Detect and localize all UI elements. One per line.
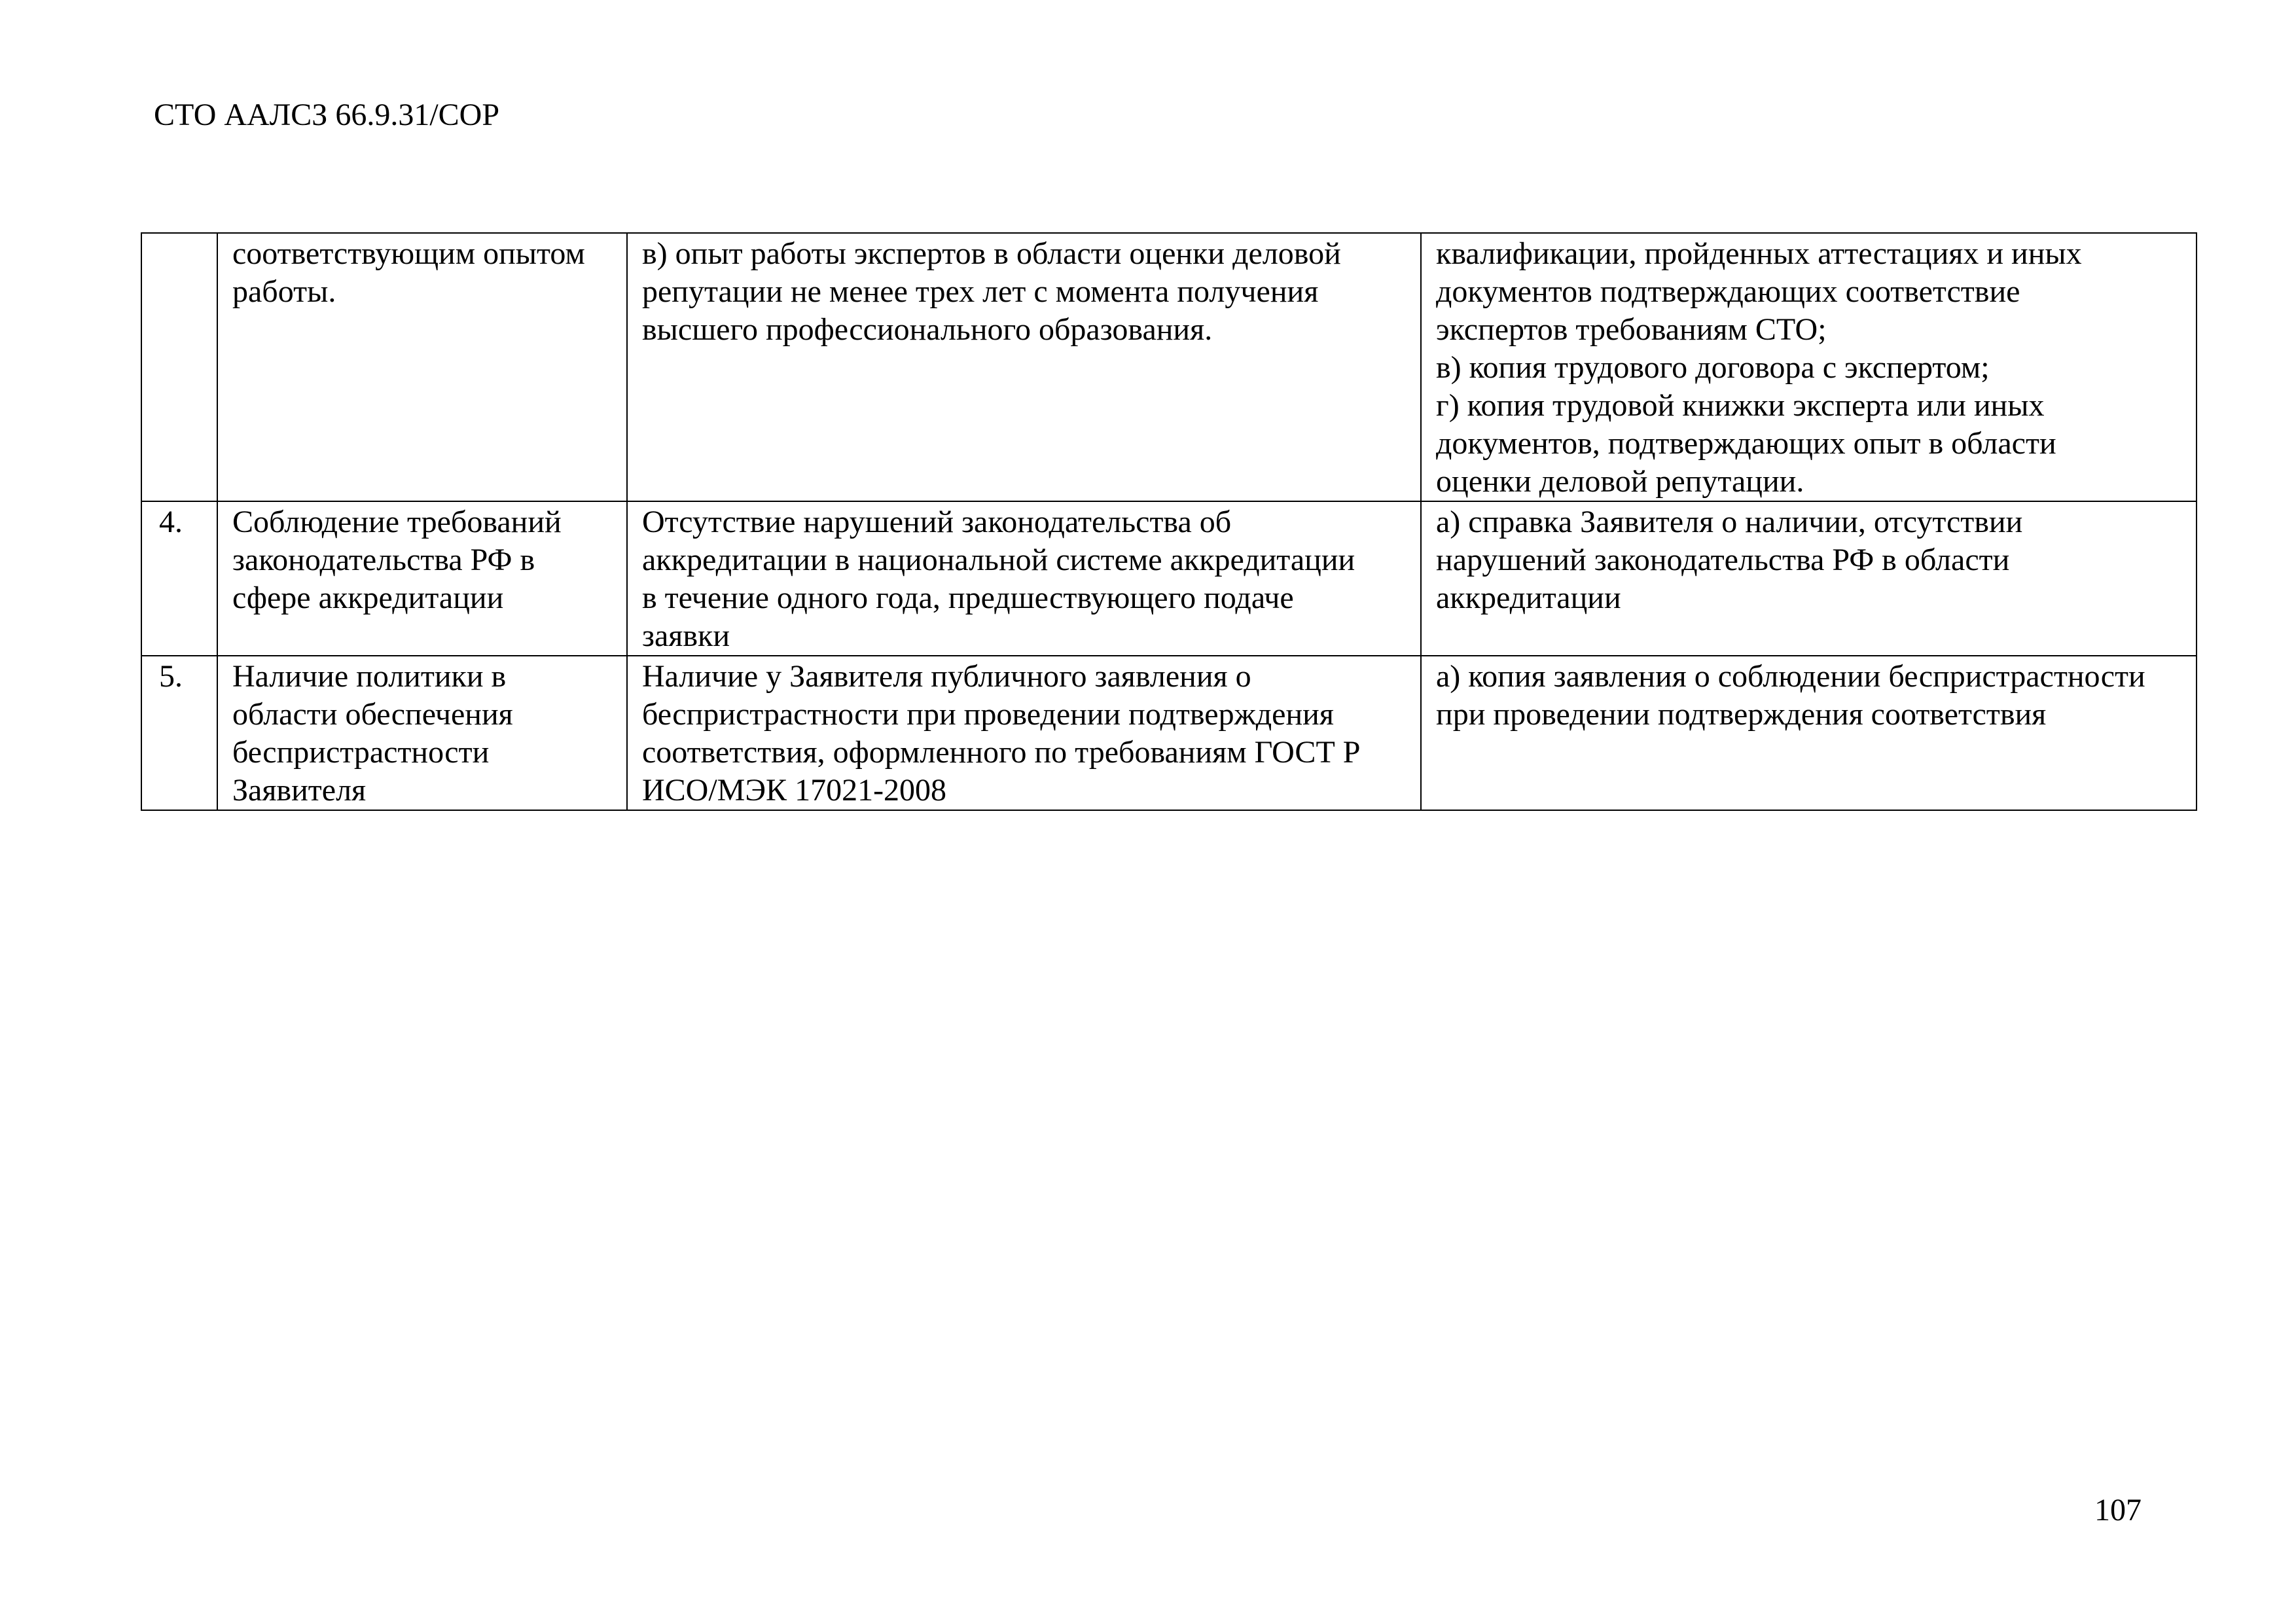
document-code-header: СТО ААЛСЗ 66.9.31/СОР: [154, 98, 500, 132]
criteria-cell: в) опыт работы экспертов в области оценки деловой репутации не менее трех лет с момента получения высшего профессионального образования.: [627, 233, 1421, 501]
requirement-cell: соответствующим опытом работы.: [217, 233, 627, 501]
row-number-cell: 5.: [141, 656, 217, 810]
table-row: [141, 233, 2197, 501]
criteria-cell: Отсутствие нарушений законодательства об аккредитации в национальной системе аккредитации в течение одного года, предшествующего подаче заявки: [627, 501, 1421, 656]
documents-cell: а) копия заявления о соблюдении беспристрастности при проведении подтверждения соответствия: [1421, 656, 2197, 810]
table-row: [141, 656, 2197, 810]
row-number-cell: [141, 233, 217, 501]
row-number-cell: 4.: [141, 501, 217, 656]
requirement-cell: Соблюдение требований законодательства РФ в сфере аккредитации: [217, 501, 627, 656]
requirement-cell: Наличие политики в области обеспечения беспристрастности Заявителя: [217, 656, 627, 810]
table-row: [141, 501, 2197, 656]
requirements-table: [141, 232, 2197, 811]
documents-cell: квалификации, пройденных аттестациях и иных документов подтверждающих соответствие экспертов требованиям СТО; в) копия трудового договора с экспертом; г) копия трудовой книжки эксперта или иных документов, подтверждающих опыт в области оценки деловой репутации.: [1421, 233, 2197, 501]
page-number: 107: [2094, 1493, 2142, 1527]
documents-cell: а) справка Заявителя о наличии, отсутствии нарушений законодательства РФ в области аккредитации: [1421, 501, 2197, 656]
criteria-cell: Наличие у Заявителя публичного заявления о беспристрастности при проведении подтверждения соответствия, оформленного по требованиям ГОСТ Р ИСО/МЭК 17021-2008: [627, 656, 1421, 810]
